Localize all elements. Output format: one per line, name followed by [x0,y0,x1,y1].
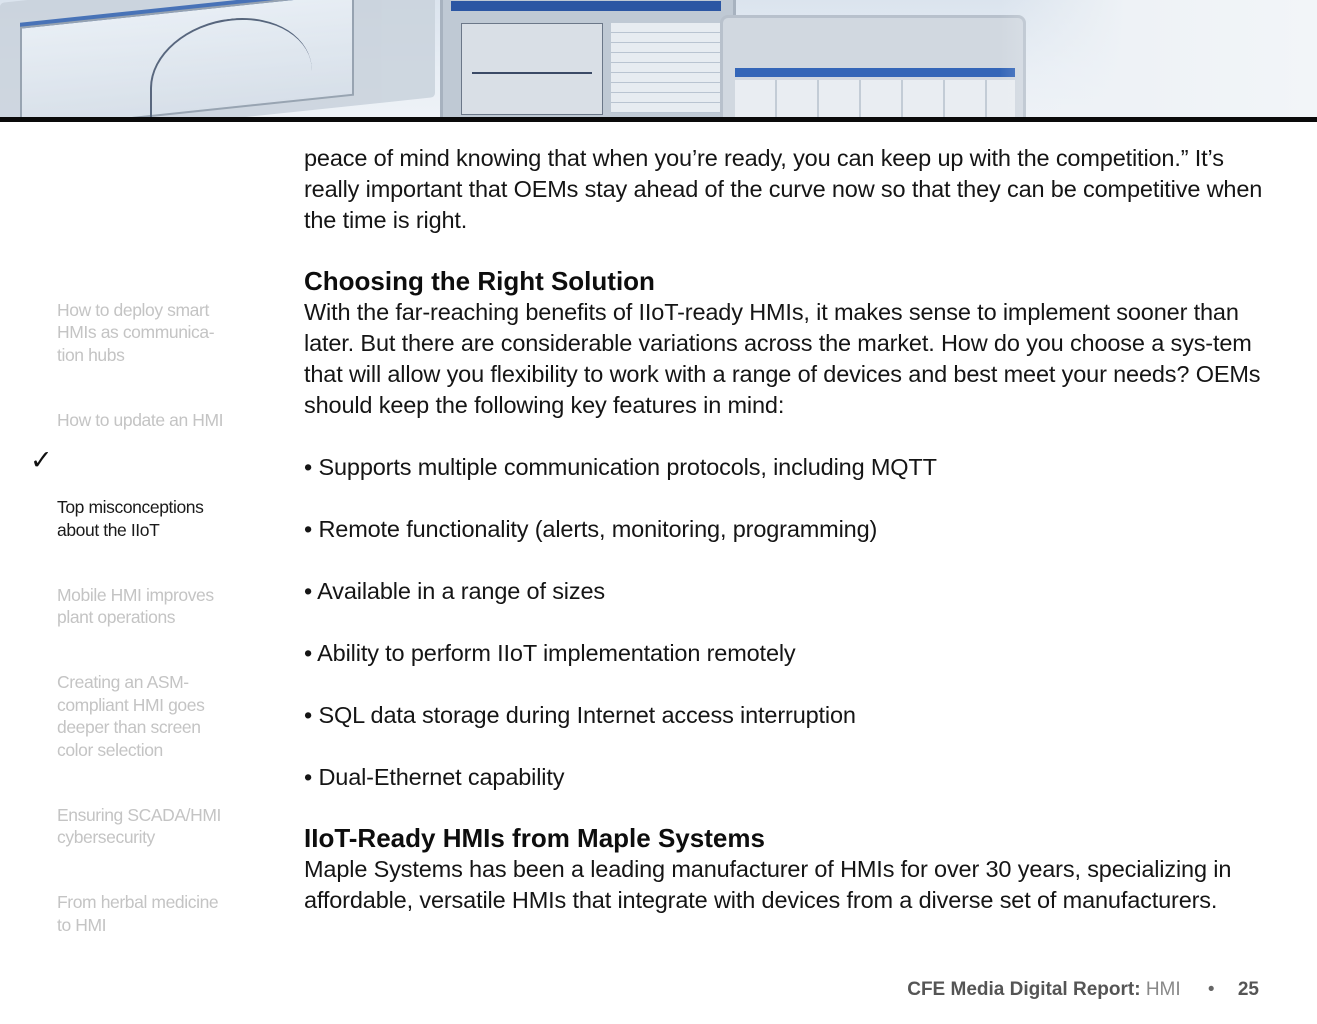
report-topic: HMI [1145,979,1181,1000]
toc-item-herbal-medicine[interactable] [57,869,247,937]
publication-name: CFE Media Digital Report: [907,979,1141,1000]
feature-bullet: • Remote functionality (alerts, monitoring, programming) [304,516,878,542]
monitor-graphic [0,0,435,117]
intro-paragraph: peace of mind knowing that when you’re ready, you can keep up with the competition.” It’s really important that OEMs stay ahead of the curve now so that they can be competitive when the time is right. [304,145,1263,233]
page-number: 25 [1237,979,1259,1000]
checkmark-icon: ✓ [30,445,53,476]
toc-item-label[interactable]: From herbal medicine to HMI [57,892,219,935]
monitor-graphic [720,15,1026,117]
toc-item-label[interactable]: How to update an HMI [57,409,224,430]
toc-item-label[interactable]: Top misconceptions about the IIoT [57,497,204,540]
toc-item-deploy-smart-hmis[interactable] [57,276,247,366]
section-paragraph: With the far-reaching benefits of IIoT-ready HMIs, it makes sense to implement sooner than later. But there are considerable variations across the market. How do you choose a sys-tem that will allow you flexibility to work with a range of devices and best meet your needs? OEMs should keep the following key features in mind: [304,299,1261,418]
header-banner-image [0,0,1317,117]
feature-bullet: • Supports multiple communication protocols, including MQTT [304,454,937,480]
toc-item-iiot-misconceptions[interactable] [30,445,247,541]
monitor-graphic [440,0,736,117]
section-heading: IIoT-Ready HMIs from Maple Systems [304,823,765,853]
feature-bullet: • SQL data storage during Internet access interruption [304,702,856,728]
toc-sidebar [30,276,247,956]
feature-bullet: • Dual-Ethernet capability [304,764,565,790]
toc-item-update-hmi[interactable] [57,386,247,431]
toc-item-label[interactable]: Ensuring SCADA/HMI cybersecurity [57,804,221,847]
section-paragraph: Maple Systems has been a leading manufacturer of HMIs for over 30 years, specializing in affordable, versatile HMIs that integrate with devices from a diverse set of manufacturers. [304,856,1232,913]
toc-item-scada-cybersecurity[interactable] [57,781,247,849]
article-body [304,143,1264,916]
toc-item-label[interactable]: How to deploy smart HMIs as communica- tion hubs [57,299,215,365]
feature-bullet: • Ability to perform IIoT implementation remotely [304,640,796,666]
page-footer [907,978,1259,1002]
toc-item-label[interactable]: Mobile HMI improves plant operations [57,584,214,627]
toc-item-asm-compliant-hmi[interactable] [57,649,247,762]
toc-item-label[interactable]: Creating an ASM- compliant HMI goes deeper than screen color selection [57,672,205,760]
toc-item-mobile-hmi[interactable] [57,561,247,629]
feature-bullet: • Available in a range of sizes [304,578,605,604]
section-heading: Choosing the Right Solution [304,266,655,296]
footer-separator: • [1207,979,1215,1000]
header-divider [0,117,1317,122]
